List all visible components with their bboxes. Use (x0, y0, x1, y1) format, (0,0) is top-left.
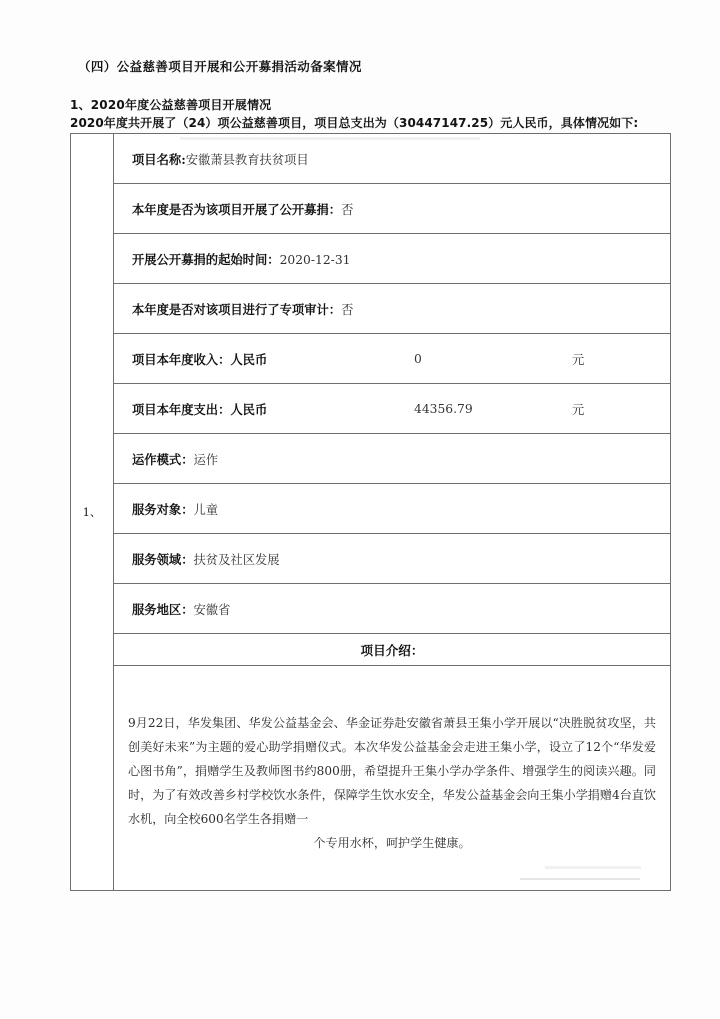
field-annual-expense (114, 384, 671, 434)
table-row (71, 334, 671, 384)
field-value: 扶贫及社区发展 (193, 552, 280, 567)
table-row (71, 234, 671, 284)
project-intro-main-text: 9月22日，华发集团、华发公益基金会、华金证券赴安徽省萧县王集小学开展以“决胜脱贫攻坚，共创美好未来”为主题的爱心助学捐赠仪式。本次华发公益基金会走进王集小学，设立了12个“华发爱心图书角”，捐赠学生及教师图书约800册，希望提升王集小学办学条件、增强学生的阅读兴趣。同时，为了有效改善乡村学校饮水条件，保障学生饮水安全，华发公益基金会向王集小学捐赠4台直饮水机，向全校600名学生各捐赠一 (128, 715, 656, 826)
row-index-cell: 1、 (71, 134, 114, 891)
field-label: 开展公开募捐的起始时间： (132, 251, 280, 267)
field-value: 儿童 (193, 502, 219, 517)
money-unit: 元 (572, 352, 585, 367)
sub-heading: 1、2020年度公益慈善项目开展情况 (70, 98, 272, 112)
field-label: 项目名称: (132, 151, 186, 167)
field-label: 本年度是否为该项目开展了公开募捐： (132, 201, 342, 217)
project-intro-title: 项目介绍： (114, 634, 671, 666)
field-label: 运作模式： (132, 451, 194, 467)
table-row (71, 666, 671, 891)
field-value: 否 (341, 202, 354, 217)
field-value: 运作 (193, 452, 219, 467)
money-amount: 44356.79 (414, 401, 473, 416)
field-label: 服务对象： (132, 501, 194, 517)
field-project-name (114, 134, 671, 184)
table-row (71, 134, 671, 184)
field-special-audit (114, 284, 671, 334)
table-row (71, 184, 671, 234)
table-row (71, 384, 671, 434)
field-service-area (114, 534, 671, 584)
field-public-fundraising (114, 184, 671, 234)
table-row (71, 484, 671, 534)
table-row (71, 584, 671, 634)
table-row (71, 634, 671, 666)
money-unit: 元 (572, 402, 585, 417)
money-label: 项目本年度收入：人民币 (132, 351, 268, 367)
field-value: 否 (341, 302, 354, 317)
table-row (71, 284, 671, 334)
field-service-target (114, 484, 671, 534)
money-amount: 0 (414, 351, 422, 366)
section-heading: （四）公益慈善项目开展和公开募捐活动备案情况 (78, 59, 362, 74)
summary-line: 2020年度共开展了（24）项公益慈善项目，项目总支出为（30447147.25）元人民币，具体情况如下: (70, 116, 639, 130)
field-label: 本年度是否对该项目进行了专项审计： (132, 301, 342, 317)
project-detail-table (70, 133, 671, 891)
money-label: 项目本年度支出：人民币 (132, 401, 268, 417)
field-value: 安徽省 (193, 602, 231, 617)
field-label: 服务地区： (132, 601, 194, 617)
field-fundraising-start-date (114, 234, 671, 284)
project-intro-paragraph (128, 711, 656, 855)
field-label: 服务领域： (132, 551, 194, 567)
field-annual-income (114, 334, 671, 384)
field-value: 2020-12-31 (279, 252, 351, 267)
field-service-region (114, 584, 671, 634)
table-row (71, 434, 671, 484)
table-row (71, 534, 671, 584)
field-operation-mode (114, 434, 671, 484)
project-intro-body-cell (114, 666, 671, 891)
field-value: 安徽萧县教育扶贫项目 (185, 152, 309, 167)
project-intro-last-line: 个专用水杯，呵护学生健康。 (313, 835, 471, 850)
